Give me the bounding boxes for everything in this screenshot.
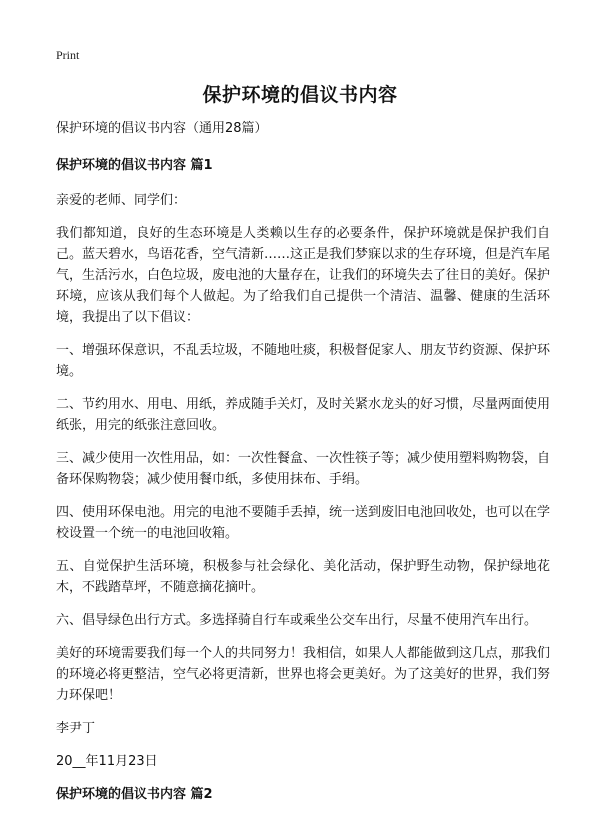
proposal-item: 五、自觉保护生活环境，积极参与社会绿化、美化活动，保护野生动物，保护绿地花木，不践踏草坪，不随意摘花摘叶。 [56, 559, 550, 595]
proposal-item: 二、节约用水、用电、用纸，养成随手关灯，及时关紧水龙头的好习惯，尽量两面使用纸张，用完的纸张注意回收。 [56, 397, 551, 433]
section-heading-2: 保护环境的倡议书内容 篇2 [56, 787, 213, 802]
date: 20__年11月23日 [56, 754, 158, 769]
proposal-item: 三、减少使用一次性用品，如：一次性餐盒、一次性筷子等；减少使用塑料购物袋，自备环保购物袋；减少使用餐巾纸，多使用抹布、手绢。 [56, 451, 551, 487]
signature: 李尹丁 [56, 721, 96, 736]
section-heading-1: 保护环境的倡议书内容 篇1 [56, 158, 213, 173]
proposal-item: 六、倡导绿色出行方式。多选择骑自行车或乘坐公交车出行，尽量不使用汽车出行。 [56, 613, 538, 628]
document-body [56, 118, 550, 819]
greeting: 亲爱的老师、同学们： [56, 193, 187, 208]
proposal-item: 四、使用环保电池。用完的电池不要随手丢掉，统一送到废旧电池回收处，也可以在学校设置一个统一的电池回收箱。 [56, 505, 551, 541]
print-link[interactable]: Print [56, 48, 80, 62]
intro-paragraph: 我们都知道，良好的生态环境是人类赖以生存的必要条件，保护环境就是保护我们自己。蓝天碧水，鸟语花香，空气清新……这正是我们梦寐以求的生存环境，但是汽车尾气，生活污水，白色垃圾，废电池的大量存在，让我们的环境失去了往日的美好。保护环境，应该从我们每个人做起。为了给我们自己提供一个清洁、温馨、健康的生活环境，我提出了以下倡议： [56, 226, 551, 325]
proposal-item: 一、增强环保意识，不乱丢垃圾，不随地吐痰，积极督促家人、朋友节约资源、保护环境。 [56, 343, 551, 379]
document-subtitle: 保护环境的倡议书内容（通用28篇） [56, 121, 268, 136]
closing-paragraph: 美好的环境需要我们每一个人的共同努力！我相信，如果人人都能做到这几点，那我们的环境必将更整洁，空气必将更清新，世界也将会更美好。为了这美好的世界，我们努力环保吧！ [56, 646, 551, 703]
page-title: 保护环境的倡议书内容 [202, 84, 398, 106]
